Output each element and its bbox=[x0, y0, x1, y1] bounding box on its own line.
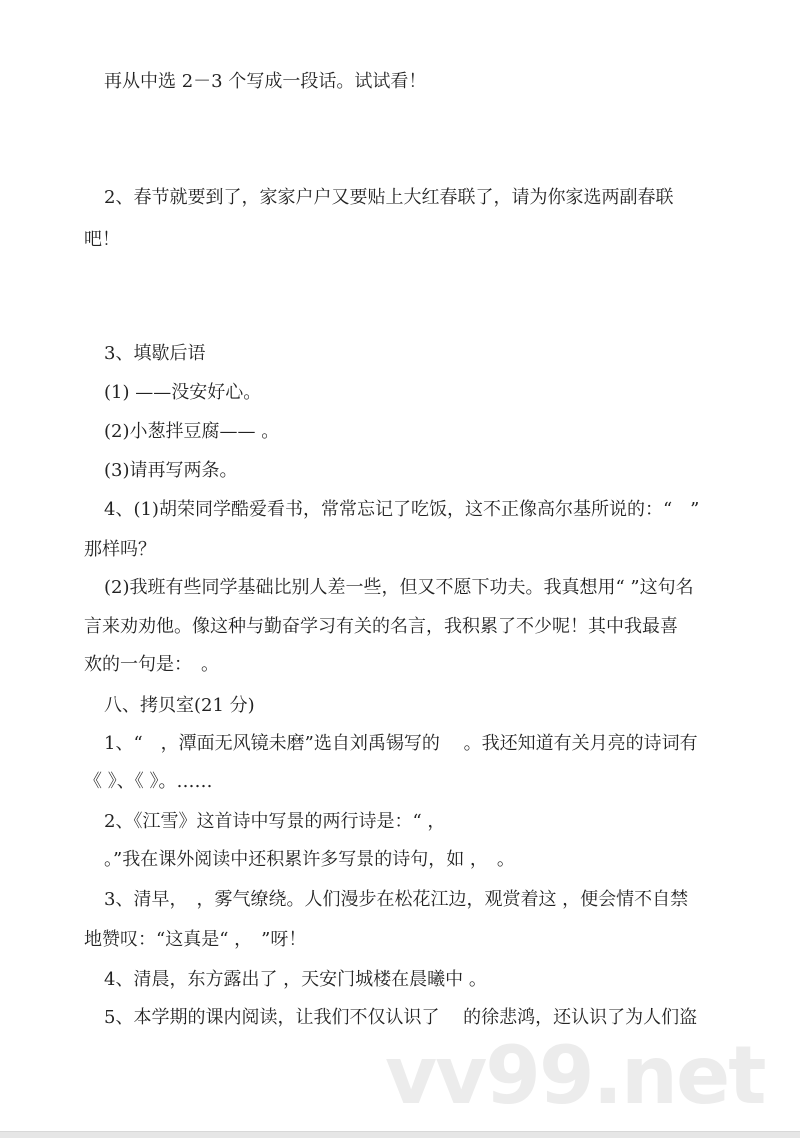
text-line: (1) ——没安好心。 bbox=[104, 382, 262, 403]
text-line: 4、(1)胡荣同学酷爱看书，常常忘记了吃饭，这不正像高尔基所说的：“ ” bbox=[104, 499, 700, 520]
text-line: 那样吗？ bbox=[84, 539, 156, 560]
text-line: (2)小葱拌豆腐—— 。 bbox=[104, 421, 280, 442]
text-line: 《 》、《 》。…… bbox=[84, 771, 213, 792]
text-line: 1、“ ，潭面无风镜未磨”选自刘禹锡写的 。我还知道有关月亮的诗词有 bbox=[104, 733, 698, 754]
text-line: 再从中选 2－3 个写成一段话。试试看！ bbox=[104, 71, 427, 92]
section-heading: 八、拷贝室(21 分) bbox=[104, 695, 255, 716]
text-line: 3、清早， ，雾气缭绕。人们漫步在松花江边，观赏着这 ，便会情不自禁 bbox=[104, 889, 689, 910]
text-line: 欢的一句是： 。 bbox=[84, 654, 219, 675]
text-line: (3)请再写两条。 bbox=[104, 460, 238, 481]
watermark: vv99.net bbox=[385, 1029, 765, 1122]
text-line: 。”我在课外阅读中还积累许多写景的诗句，如 ， 。 bbox=[104, 849, 515, 870]
text-line: 2、《江雪》这首诗中写景的两行诗是：“ ， bbox=[104, 811, 446, 832]
text-line: 地赞叹：“这真是“ ， ”呀！ bbox=[84, 929, 307, 950]
text-line: 吧！ bbox=[84, 229, 120, 250]
text-line: 5、本学期的课内阅读，让我们不仅认识了 的徐悲鸿，还认识了为人们盗 bbox=[104, 1007, 698, 1028]
text-line: 2、春节就要到了，家家户户又要贴上大红春联了，请为你家选两副春联 bbox=[104, 187, 674, 208]
text-line: 4、清晨，东方露出了 ，天安门城楼在晨曦中 。 bbox=[104, 969, 487, 990]
text-line: (2)我班有些同学基础比别人差一些，但又不愿下功夫。我真想用“ ”这句名 bbox=[104, 577, 694, 598]
text-line: 言来劝劝他。像这种与勤奋学习有关的名言，我积累了不少呢！其中我最喜 bbox=[84, 616, 678, 637]
text-line: 3、填歇后语 bbox=[104, 343, 206, 364]
